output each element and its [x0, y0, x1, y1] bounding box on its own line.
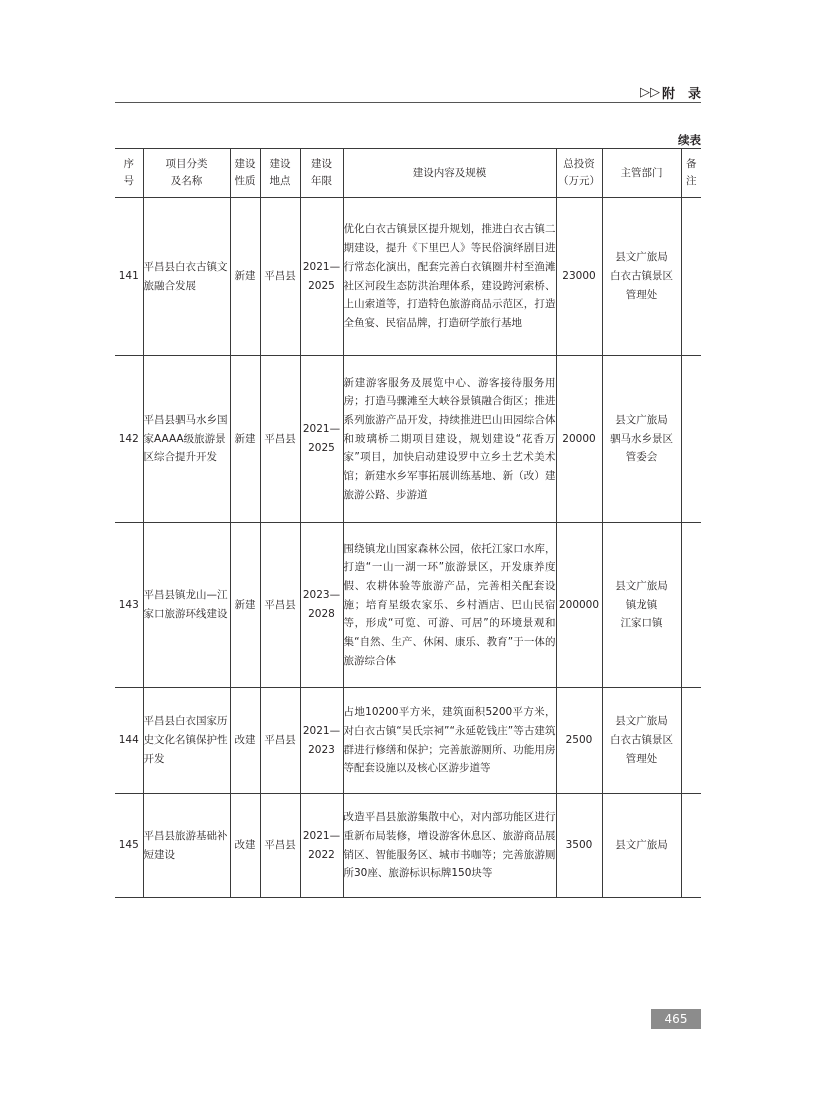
row-period: 2021— 2023: [300, 688, 343, 794]
col-dept: 主管部门: [602, 149, 681, 198]
row-nature: 改建: [230, 794, 260, 898]
row-content: 围绕镇龙山国家森林公园，依托江家口水库，打造“一山一湖一环”旅游景区，开发康养度假、农耕体验等旅游产品，完善相关配套设施；培育星级农家乐、乡村酒店、巴山民宿等，形成“可览、可游、可居”的环境景观和集“自然、生产、休闲、康乐、教育”于一体的旅游综合体: [343, 523, 556, 688]
row-name: 平昌县镇龙山—江家口旅游环线建设: [143, 523, 230, 688]
row-location: 平昌县: [260, 356, 300, 523]
row-location: 平昌县: [260, 523, 300, 688]
table-row: [115, 356, 701, 523]
table-row: [115, 523, 701, 688]
col-name: 项目分类 及名称: [143, 149, 230, 198]
row-seq: 142: [115, 356, 143, 523]
row-seq: 145: [115, 794, 143, 898]
col-remark: 备 注: [681, 149, 701, 198]
row-seq: 144: [115, 688, 143, 794]
table-row: [115, 198, 701, 356]
row-nature: 改建: [230, 688, 260, 794]
col-content: 建设内容及规模: [343, 149, 556, 198]
row-dept: 县文广旅局 镇龙镇 江家口镇: [602, 523, 681, 688]
col-location: 建设 地点: [260, 149, 300, 198]
section-label: 附 录: [661, 86, 701, 102]
row-remark: [681, 523, 701, 688]
row-investment: 200000: [556, 523, 602, 688]
row-seq: 143: [115, 523, 143, 688]
row-nature: 新建: [230, 198, 260, 356]
row-period: 2023— 2028: [300, 523, 343, 688]
row-location: 平昌县: [260, 688, 300, 794]
table-row: [115, 794, 701, 898]
row-content: 优化白衣古镇景区提升规划，推进白衣古镇二期建设，提升《下里巴人》等民俗演绎剧目进行常态化演出，配套完善白衣镇圈井村至渔滩社区河段生态防洪治理体系，建设跨河索桥、上山索道等，打造特色旅游商品示范区，打造全鱼宴、民宿品牌，打造研学旅行基地: [343, 198, 556, 356]
row-name: 平昌县旅游基础补短建设: [143, 794, 230, 898]
row-dept: 县文广旅局 驷马水乡景区 管委会: [602, 356, 681, 523]
row-dept: 县文广旅局: [602, 794, 681, 898]
col-nature: 建设 性质: [230, 149, 260, 198]
row-nature: 新建: [230, 523, 260, 688]
project-table: [115, 148, 701, 898]
row-period: 2021— 2025: [300, 198, 343, 356]
triangle-marker-icon: ▷▷: [639, 84, 660, 100]
continued-label: 续表: [678, 133, 701, 147]
row-nature: 新建: [230, 356, 260, 523]
row-remark: [681, 356, 701, 523]
row-content: 占地10200平方米，建筑面积5200平方米，对白衣古镇“吴氏宗祠”“永延乾钱庄”等古建筑群进行修缮和保护；完善旅游厕所、功能用房等配套设施以及核心区游步道等: [343, 688, 556, 794]
row-investment: 2500: [556, 688, 602, 794]
row-seq: 141: [115, 198, 143, 356]
running-header: [115, 82, 701, 102]
col-investment: 总投资 （万元）: [556, 149, 602, 198]
row-period: 2021— 2022: [300, 794, 343, 898]
header-row: [115, 149, 701, 198]
header-rule: [115, 102, 701, 103]
row-location: 平昌县: [260, 794, 300, 898]
row-investment: 20000: [556, 356, 602, 523]
row-content: 新建游客服务及展览中心、游客接待服务用房；打造马骤滩至大峡谷景镇融合街区；推进系列旅游产品开发，持续推进巴山田园综合体和玻璃桥二期项目建设，规划建设“花香万家”项目，加快启动建设罗中立乡土艺术美术馆；新建水乡军事拓展训练基地、新（改）建旅游公路、步游道: [343, 356, 556, 523]
row-location: 平昌县: [260, 198, 300, 356]
page-number: 465: [651, 1009, 701, 1029]
col-seq: 序 号: [115, 149, 143, 198]
row-dept: 县文广旅局 白衣古镇景区 管理处: [602, 198, 681, 356]
row-investment: 3500: [556, 794, 602, 898]
row-remark: [681, 198, 701, 356]
row-remark: [681, 794, 701, 898]
col-period: 建设 年限: [300, 149, 343, 198]
row-name: 平昌县驷马水乡国家AAAA级旅游景区综合提升开发: [143, 356, 230, 523]
row-investment: 23000: [556, 198, 602, 356]
row-name: 平昌县白衣古镇文旅融合发展: [143, 198, 230, 356]
row-name: 平昌县白衣国家历史文化名镇保护性开发: [143, 688, 230, 794]
row-period: 2021— 2025: [300, 356, 343, 523]
row-content: 改造平昌县旅游集散中心，对内部功能区进行重新布局装修，增设游客休息区、旅游商品展销区、智能服务区、城市书咖等；完善旅游厕所30座、旅游标识标牌150块等: [343, 794, 556, 898]
table-row: [115, 688, 701, 794]
row-remark: [681, 688, 701, 794]
row-dept: 县文广旅局 白衣古镇景区 管理处: [602, 688, 681, 794]
